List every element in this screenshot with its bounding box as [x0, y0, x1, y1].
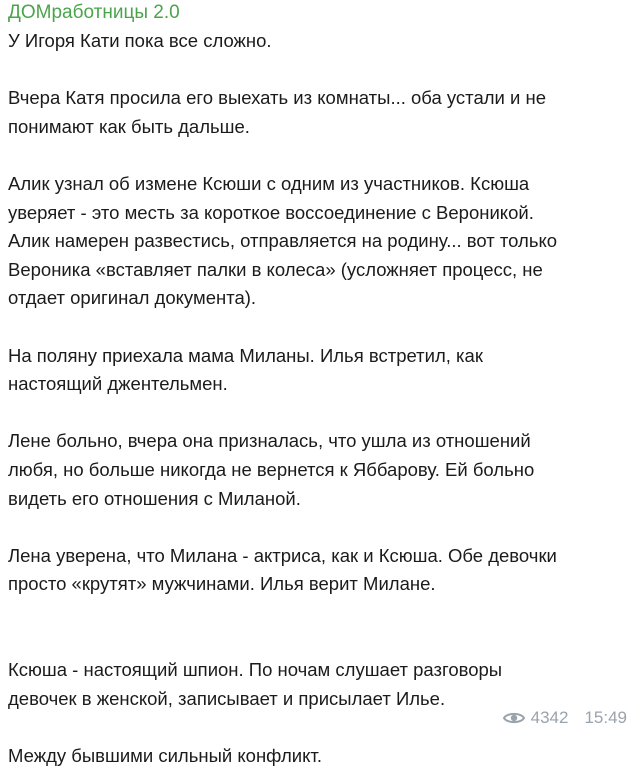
paragraph-gap — [8, 313, 628, 342]
paragraph-7: Ксюша - настоящий шпион. По ночам слушает разговоры девочек в женской, записывает и присылает Илье. — [8, 659, 503, 709]
paragraph-gap — [8, 56, 628, 85]
paragraph-3: Алик узнал об измене Ксюши с одним из участников. Ксюша уверяет - это месть за короткое воссоединение с Вероникой. Алик намерен развестись, отправляется на родину... вот только Вероника «вставляет палки в колеса» (усложняет процесс, не отдает оригинал документа). — [8, 172, 558, 309]
view-count: 4342 — [530, 708, 569, 727]
paragraph-1: У Игоря Кати пока все сложно. — [8, 30, 272, 51]
paragraph-5: Лене больно, вчера она призналась, что ушла из отношений любя, но больше никогда не вернется к Яббарову. Ей больно видеть его отношения с Миланой. — [8, 430, 535, 509]
paragraph-6: Лена уверена, что Милана - актриса, как и Ксюша. Обе девочки просто «крутят» мужчинами. Илья верит Милане. — [8, 544, 557, 595]
paragraph-gap — [8, 141, 628, 170]
post-text — [8, 27, 628, 770]
paragraph-2: Вчера Катя просила его выехать из комнаты... оба устали и не понимают как быть дальше. — [8, 87, 546, 137]
paragraph-gap — [8, 513, 628, 542]
post-time: 15:49 — [584, 708, 627, 727]
paragraph-8: Между бывшими сильный конфликт. — [8, 744, 322, 766]
channel-name[interactable]: ДОМработницы 2.0 — [8, 2, 180, 23]
paragraph-gap — [8, 399, 628, 428]
paragraph-4: На поляну приехала мама Миланы. Илья встретил, как настоящий джентельмен. — [8, 344, 483, 395]
paragraph-gap — [8, 599, 628, 656]
eye-icon — [503, 710, 525, 726]
post-meta — [503, 708, 627, 728]
